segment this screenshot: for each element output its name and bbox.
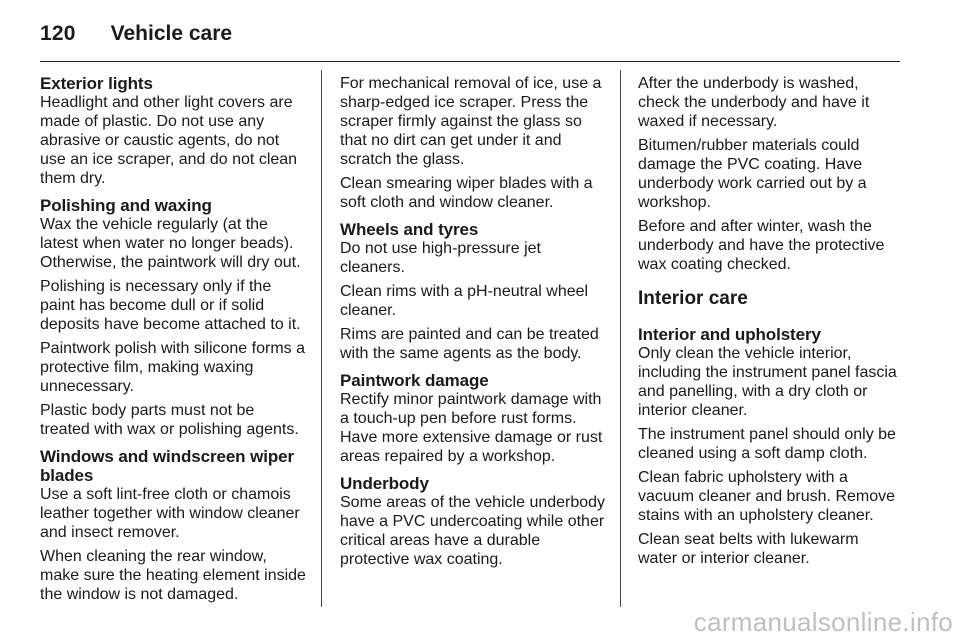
windows-text-2: When cleaning the rear window, make sure the heating element inside the window is not damaged. bbox=[40, 548, 306, 603]
column-2 bbox=[340, 74, 606, 569]
winter-wash-text: Before and after winter, wash the underbody and have the protective wax coating checked. bbox=[638, 218, 885, 273]
chapter-title: Vehicle care bbox=[110, 22, 233, 45]
header-rule bbox=[40, 61, 900, 62]
heading-interior-care: Interior care bbox=[638, 288, 748, 309]
underbody-text: Some areas of the vehicle underbody have a PVC undercoating while other critical areas have a durable protective wax coating. bbox=[340, 494, 606, 568]
upholstery-text-1: Only clean the vehicle interior, including the instrument panel fascia and panelling, with a dry cloth or interior cleaner. bbox=[638, 345, 897, 419]
wiper-cleaning-text: Clean smearing wiper blades with a soft cloth and window cleaner. bbox=[340, 175, 593, 211]
page-number: 120 bbox=[40, 22, 76, 45]
polishing-text-2: Polishing is necessary only if the paint has become dull or if solid deposits have become attached to it. bbox=[40, 278, 301, 333]
heading-polishing-waxing: Polishing and waxing bbox=[40, 196, 212, 215]
heading-wheels-tyres: Wheels and tyres bbox=[340, 220, 479, 239]
upholstery-text-2: The instrument panel should only be cleaned using a soft damp cloth. bbox=[638, 426, 896, 462]
heading-underbody: Underbody bbox=[340, 474, 429, 493]
wheels-text-1: Do not use high-pressure jet cleaners. bbox=[340, 240, 541, 276]
underbody-wash-text: After the underbody is washed, check the underbody and have it waxed if necessary. bbox=[638, 75, 870, 130]
heading-windows-wipers: Windows and windscreen wiper blades bbox=[40, 447, 294, 485]
wheels-text-2: Clean rims with a pH-neutral wheel cleaner. bbox=[340, 283, 589, 319]
column-divider-1 bbox=[321, 70, 322, 607]
paintwork-text: Rectify minor paintwork damage with a touch-up pen before rust forms. Have more extensive damage or rust areas repaired by a workshop. bbox=[340, 391, 603, 465]
polishing-text-3: Paintwork polish with silicone forms a protective film, making waxing unnecessary. bbox=[40, 340, 305, 395]
polishing-text-4: Plastic body parts must not be treated with wax or polishing agents. bbox=[40, 402, 299, 438]
ice-removal-text: For mechanical removal of ice, use a sharp-edged ice scraper. Press the scraper firmly against the glass so that no dirt can get under it and scratch the glass. bbox=[340, 75, 602, 168]
windows-text-1: Use a soft lint-free cloth or chamois leather together with window cleaner and insect remover. bbox=[40, 486, 300, 541]
heading-paintwork-damage: Paintwork damage bbox=[340, 371, 489, 390]
bitumen-text: Bitumen/rubber materials could damage the PVC coating. Have underbody work carried out by a workshop. bbox=[638, 137, 867, 211]
column-1 bbox=[40, 74, 306, 604]
heading-interior-upholstery: Interior and upholstery bbox=[638, 325, 821, 344]
exterior-lights-text: Headlight and other light covers are made of plastic. Do not use any abrasive or caustic agents, do not use an ice scraper, and do not clean them dry. bbox=[40, 94, 298, 187]
heading-exterior-lights: Exterior lights bbox=[40, 74, 153, 93]
page-header bbox=[40, 14, 900, 54]
upholstery-text-3: Clean fabric upholstery with a vacuum cleaner and brush. Remove stains with an upholstery cleaner. bbox=[638, 469, 896, 524]
watermark: carmanualsonline.info bbox=[693, 607, 953, 637]
upholstery-text-4: Clean seat belts with lukewarm water or interior cleaner. bbox=[638, 531, 859, 567]
polishing-text-1: Wax the vehicle regularly (at the latest when water no longer beads). Otherwise, the paintwork will dry out. bbox=[40, 216, 301, 271]
column-3 bbox=[638, 74, 900, 568]
column-divider-2 bbox=[620, 70, 621, 607]
wheels-text-3: Rims are painted and can be treated with the same agents as the body. bbox=[340, 326, 599, 362]
